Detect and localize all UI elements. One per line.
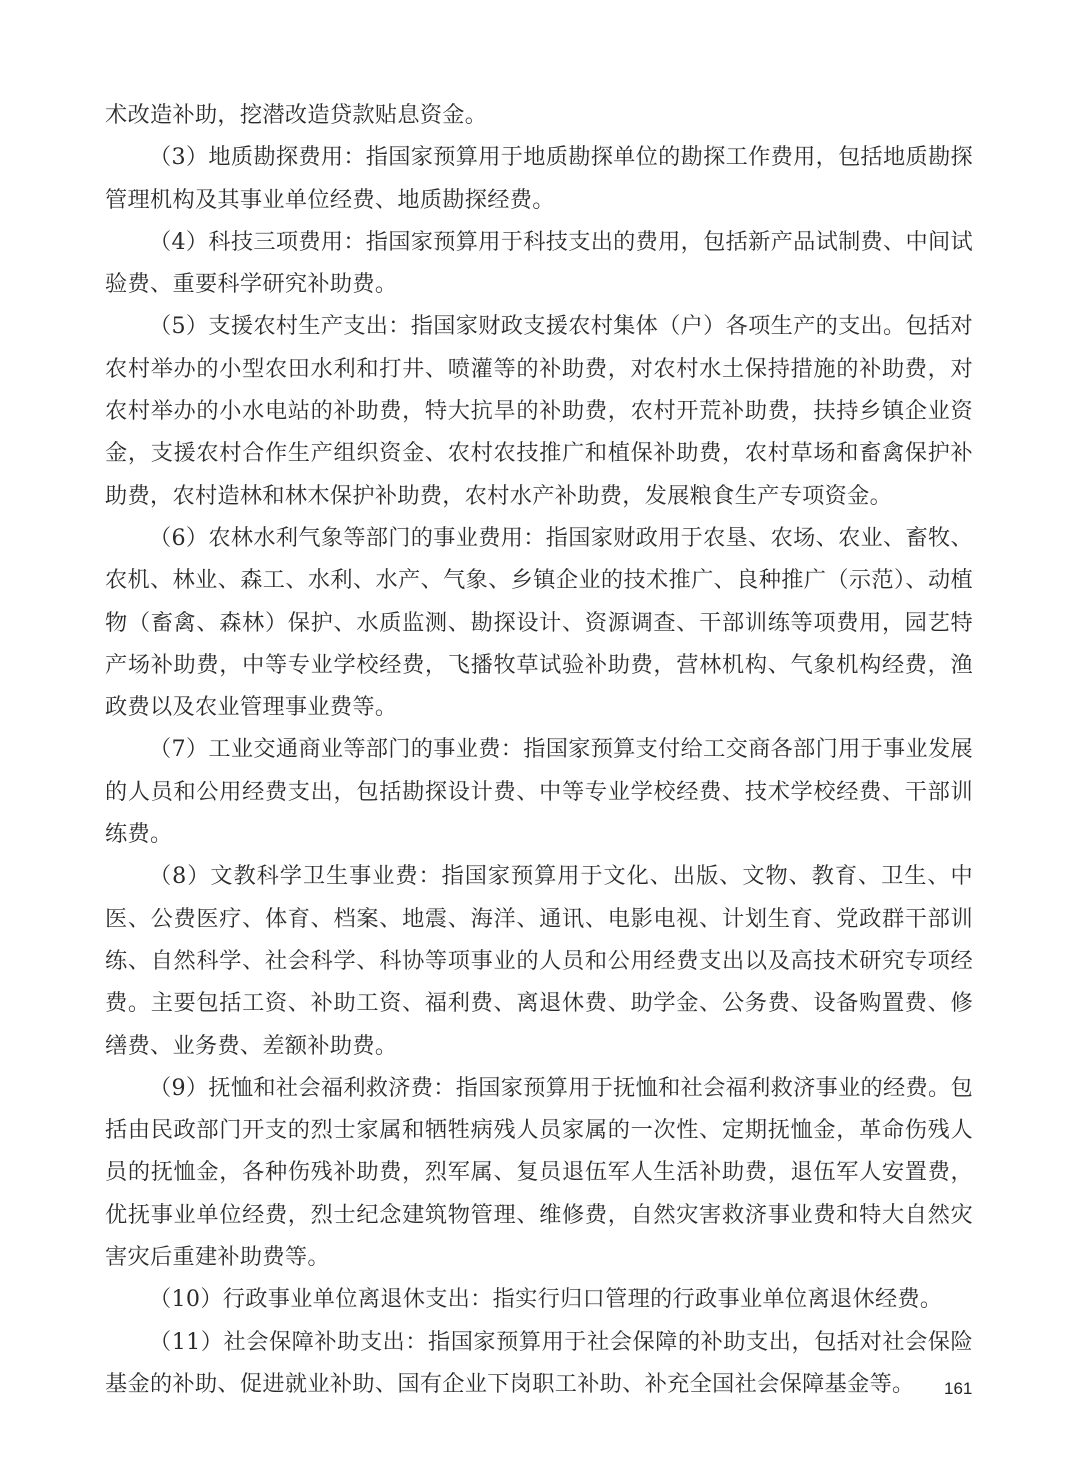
paragraph-item-3: （3）地质勘探费用：指国家预算用于地质勘探单位的勘探工作费用，包括地质勘探管理机构及其事业单位经费、地质勘探经费。 xyxy=(105,144,973,213)
paragraph-item-8: （8）文教科学卫生事业费：指国家预算用于文化、出版、文物、教育、卫生、中医、公费医疗、体育、档案、地震、海洋、通讯、电影电视、计划生育、党政群干部训练、自然科学、社会科学、科协等项事业的人员和公用经费支出以及高技术研究专项经费。主要包括工资、补助工资、福利费、离退休费、助学金、公务费、设备购置费、修缮费、业务费、差额补助费。 xyxy=(105,863,973,1059)
paragraph-item-11: （11）社会保障补助支出：指国家预算用于社会保障的补助支出，包括对社会保险基金的补助、促进就业补助、国有企业下岗职工补助、补充全国社会保障基金等。 xyxy=(105,1328,973,1397)
paragraph-item-4: （4）科技三项费用：指国家预算用于科技支出的费用，包括新产品试制费、中间试验费、重要科学研究补助费。 xyxy=(105,228,973,298)
document-body xyxy=(105,94,973,1405)
paragraph-item-10: （10）行政事业单位离退休支出：指实行归口管理的行政事业单位离退休经费。 xyxy=(149,1286,943,1313)
paragraph-item-7: （7）工业交通商业等部门的事业费：指国家预算支付给工交商各部门用于事业发展的人员和公用经费支出，包括勘探设计费、中等专业学校经费、技术学校经费、干部训练费。 xyxy=(105,736,973,848)
paragraph-item-5: （5）支援农村生产支出：指国家财政支援农村集体（户）各项生产的支出。包括对农村举办的小型农田水利和打井、喷灌等的补助费，对农村水土保持措施的补助费，对农村举办的小水电站的补助费，特大抗旱的补助费，农村开荒补助费，扶持乡镇企业资金，支援农村合作生产组织资金、农村农技推广和植保补助费，农村草场和畜禽保护补助费，农村造林和林木保护补助费，农村水产补助费，发展粮食生产专项资金。 xyxy=(105,313,973,509)
paragraph-item-6: （6）农林水利气象等部门的事业费用：指国家财政用于农垦、农场、农业、畜牧、农机、林业、森工、水利、水产、气象、乡镇企业的技术推广、良种推广（示范）、动植物（畜禽、森林）保护、水质监测、勘探设计、资源调查、干部训练等项费用，园艺特产场补助费，中等专业学校经费，飞播牧草试验补助费，营林机构、气象机构经费，渔政费以及农业管理事业费等。 xyxy=(105,524,973,721)
paragraph-continued: 术改造补助，挖潜改造贷款贴息资金。 xyxy=(105,102,488,128)
page-number: 161 xyxy=(944,1379,973,1398)
paragraph-item-9: （9）抚恤和社会福利救济费：指国家预算用于抚恤和社会福利救济事业的经费。包括由民政部门开支的烈士家属和牺牲病残人员家属的一次性、定期抚恤金，革命伤残人员的抚恤金，各种伤残补助费，烈军属、复员退伍军人生活补助费，退伍军人安置费，优抚事业单位经费，烈士纪念建筑物管理、维修费，自然灾害救济事业费和特大自然灾害灾后重建补助费等。 xyxy=(105,1074,973,1271)
